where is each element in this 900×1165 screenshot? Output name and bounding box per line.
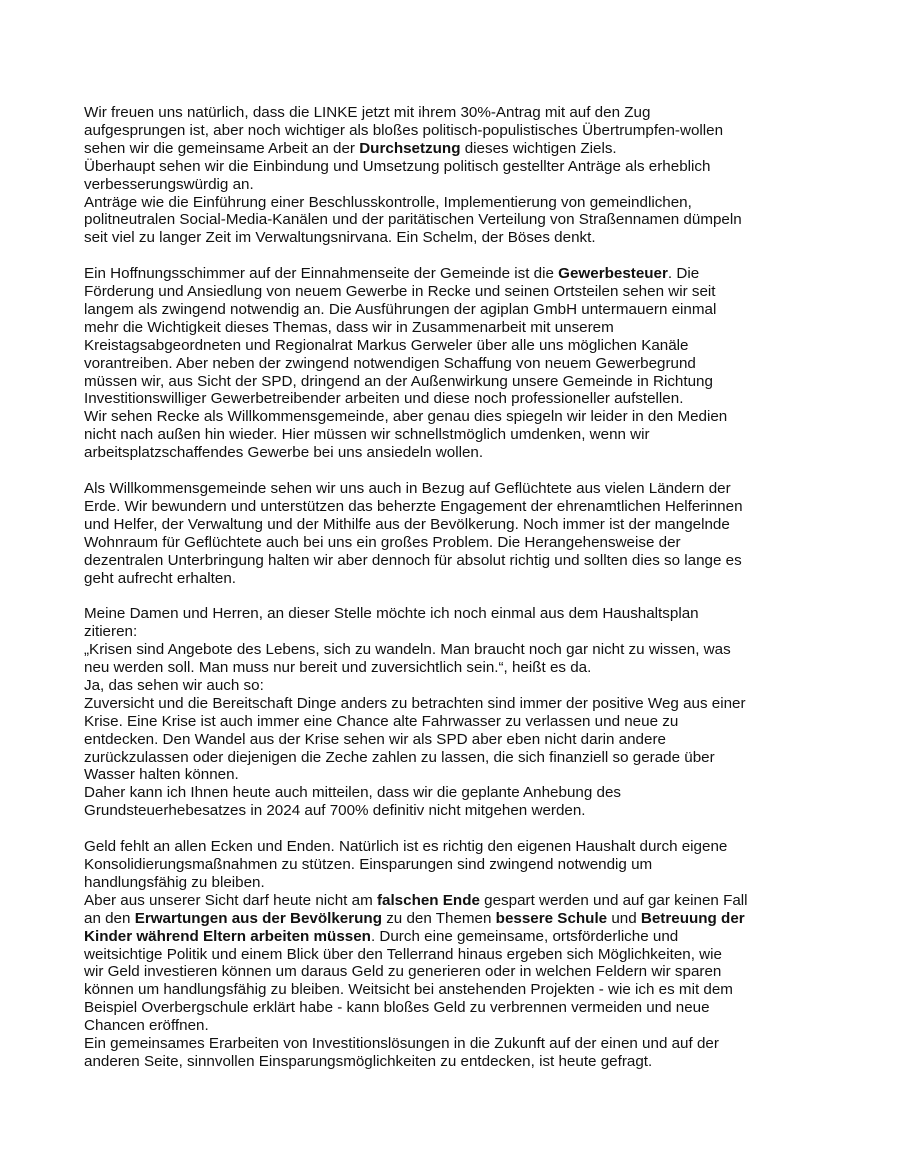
- text-run: zurückzulassen oder diejenigen die Zeche zahlen zu lassen, die sich finanziell so gerade über: [84, 748, 715, 766]
- text-run: geht aufrecht erhalten.: [84, 569, 236, 587]
- text-run: und: [607, 909, 641, 927]
- text-line: [84, 784, 808, 802]
- text-line: [84, 570, 808, 588]
- text-run: entdecken. Den Wandel aus der Krise sehen wir als SPD aber eben nicht darin andere: [84, 730, 666, 748]
- text-line: [84, 480, 808, 498]
- text-line: [84, 283, 808, 301]
- text-run: gespart werden und auf gar keinen Fall: [479, 891, 748, 909]
- text-run: Daher kann ich Ihnen heute auch mitteilen, dass wir die geplante Anhebung des: [84, 784, 621, 802]
- text-run: langem als zwingend notwendig an. Die Ausführungen der agiplan GmbH untermauern einmal: [84, 300, 717, 318]
- text-run: handlungsfähig zu bleiben.: [84, 873, 265, 891]
- text-run: Ein Hoffnungsschimmer auf der Einnahmenseite der Gemeinde ist die: [84, 265, 559, 283]
- text-run: Förderung und Ansiedlung von neuem Gewerbe in Recke und seinen Ortsteilen sehen wir seit: [84, 283, 716, 301]
- text-run: verbesserungswürdig an.: [84, 175, 254, 193]
- text-run: dieses wichtigen Ziels.: [460, 139, 617, 157]
- text-run: Zuversicht und die Bereitschaft Dinge anders zu betrachten sind immer der positive Weg aus einer: [84, 694, 746, 712]
- text-run: mehr die Wichtigkeit dieses Themas, dass wir in Zusammenarbeit mit unserem: [84, 318, 614, 336]
- text-run: Als Willkommensgemeinde sehen wir uns auch in Bezug auf Geflüchtete aus vielen Ländern der: [84, 480, 731, 497]
- text-line: [84, 319, 808, 337]
- text-run: Wir sehen Recke als Willkommensgemeinde, aber genau dies spiegeln wir leider in den Medien: [84, 408, 728, 426]
- paragraph: [84, 265, 808, 462]
- text-run: . Durch eine gemeinsame, ortsförderliche und: [370, 927, 679, 945]
- paragraph: [84, 104, 808, 247]
- text-line: [84, 659, 808, 677]
- text-line: [84, 1017, 808, 1035]
- text-run: zitieren:: [84, 623, 138, 641]
- text-line: [84, 731, 808, 749]
- text-line: [84, 1035, 808, 1053]
- text-line: [84, 641, 808, 659]
- text-line: [84, 713, 808, 731]
- text-run: Anträge wie die Einführung einer Beschlusskontrolle, Implementierung von gemeindlichen,: [84, 193, 692, 211]
- text-run: Wasser halten können.: [84, 766, 239, 784]
- text-run: Aber aus unserer Sicht darf heute nicht am: [84, 891, 377, 909]
- text-run: zu den Themen: [381, 909, 496, 927]
- text-run: Chancen eröffnen.: [84, 1017, 209, 1035]
- text-run: Wohnraum für Geflüchtete auch bei uns ein großes Problem. Die Herangehensweise der: [84, 533, 681, 551]
- text-run: aufgesprungen ist, aber noch wichtiger als bloßes politisch-populistisches Übertrumpfen-wollen: [84, 121, 724, 139]
- text-run: nicht nach außen hin wieder. Hier müssen wir schnellstmöglich umdenken, wenn wir: [84, 426, 650, 444]
- text-run: Erde. Wir bewundern und unterstützen das beherzte Engagement der ehrenamtlichen Helferinnen: [84, 497, 743, 515]
- text-line: [84, 211, 808, 229]
- text-run: sehen wir die gemeinsame Arbeit an der: [84, 139, 360, 157]
- bold-text: Durchsetzung: [359, 139, 461, 157]
- text-line: [84, 892, 808, 910]
- text-line: [84, 444, 808, 462]
- text-run: weitsichtige Politik und einem Blick über den Tellerrand hinaus ergeben sich Möglichkeiten, wie: [84, 945, 722, 963]
- text-run: Beispiel Overbergschule erklärt habe - kann bloßes Geld zu verbrennen vermeiden und neue: [84, 999, 710, 1017]
- text-line: [84, 802, 808, 820]
- text-run: „Krisen sind Angebote des Lebens, sich zu wandeln. Man braucht noch gar nicht zu wissen, was: [84, 641, 731, 659]
- bold-text: Gewerbesteuer: [558, 265, 668, 283]
- text-line: [84, 337, 808, 355]
- text-line: [84, 766, 808, 784]
- text-line: [84, 1053, 808, 1071]
- text-run: . Die: [667, 265, 700, 283]
- text-line: [84, 605, 808, 623]
- text-run: vorantreiben. Aber neben der zwingend notwendigen Schaffung von neuem Gewerbegrund: [84, 354, 696, 372]
- text-run: dezentralen Unterbringung halten wir aber dennoch für absolut richtig und sollten dies so lange es: [84, 551, 742, 569]
- text-line: [84, 910, 808, 928]
- text-run: arbeitsplatzschaffendes Gewerbe bei uns ansiedeln wollen.: [84, 444, 484, 462]
- text-run: seit viel zu langer Zeit im Verwaltungsnirvana. Ein Schelm, der Böses denkt.: [84, 229, 596, 247]
- text-run: politneutralen Social-Media-Kanälen und der paritätischen Verteilung von Straßennamen dümpeln: [84, 211, 742, 229]
- bold-text: Erwartungen aus der Bevölkerung: [134, 909, 382, 927]
- text-line: [84, 498, 808, 516]
- text-run: an den: [84, 909, 135, 927]
- text-run: können um handlungsfähig zu bleiben. Weitsicht bei anstehenden Projekten - wie ich es mit dem: [84, 981, 733, 999]
- text-line: [84, 874, 808, 892]
- text-run: Investitionswilliger Gewerbetreibender arbeiten und diese noch professioneller aufstellen.: [84, 390, 684, 408]
- text-run: wir Geld investieren können um daraus Geld zu generieren oder in welchen Feldern wir sparen: [84, 963, 722, 981]
- text-line: [84, 301, 808, 319]
- text-run: Krise. Eine Krise ist auch immer eine Chance alte Fahrwasser zu verlassen und neue zu: [84, 712, 679, 730]
- text-run: anderen Seite, sinnvollen Einsparungsmöglichkeiten zu entdecken, ist heute gefragt.: [84, 1052, 653, 1070]
- document-body: [84, 104, 808, 1071]
- text-line: [84, 946, 808, 964]
- text-line: [84, 122, 808, 140]
- paragraph: [84, 480, 808, 587]
- text-line: [84, 104, 808, 122]
- text-line: [84, 999, 808, 1017]
- text-line: [84, 176, 808, 194]
- bold-text: Kinder während Eltern arbeiten müssen: [84, 927, 371, 945]
- text-run: Kreistagsabgeordneten und Regionalrat Markus Gerweler über alle uns möglichen Kanäle: [84, 336, 689, 354]
- text-run: Ja, das sehen wir auch so:: [84, 676, 264, 694]
- text-run: Konsolidierungsmaßnahmen zu stützen. Einsparungen sind zwingend notwendig um: [84, 856, 653, 873]
- text-line: [84, 355, 808, 373]
- text-line: [84, 677, 808, 695]
- text-line: [84, 749, 808, 767]
- text-line: [84, 408, 808, 426]
- text-line: [84, 158, 808, 176]
- text-line: [84, 856, 808, 874]
- text-run: Meine Damen und Herren, an dieser Stelle möchte ich noch einmal aus dem Haushaltsplan: [84, 605, 699, 623]
- text-line: [84, 373, 808, 391]
- text-line: [84, 981, 808, 999]
- bold-text: bessere Schule: [495, 909, 608, 927]
- text-run: und Helfer, der Verwaltung und der Mithilfe aus der Bevölkerung. Noch immer ist der mangelnde: [84, 515, 730, 533]
- text-line: [84, 516, 808, 534]
- bold-text: falschen Ende: [376, 891, 480, 909]
- text-line: [84, 838, 808, 856]
- text-run: Grundsteuerhebesatzes in 2024 auf 700% definitiv nicht mitgehen werden.: [84, 802, 586, 820]
- bold-text: Betreuung der: [640, 909, 745, 927]
- paragraph: [84, 838, 808, 1071]
- text-run: Ein gemeinsames Erarbeiten von Investitionslösungen in die Zukunft auf der einen und auf der: [84, 1035, 719, 1053]
- text-line: [84, 695, 808, 713]
- text-line: [84, 426, 808, 444]
- text-run: Überhaupt sehen wir die Einbindung und Umsetzung politisch gestellter Anträge als erheblich: [84, 157, 711, 175]
- text-line: [84, 265, 808, 283]
- text-run: neu werden soll. Man muss nur bereit und zuversichtlich sein.“, heißt es da.: [84, 659, 592, 677]
- text-line: [84, 390, 808, 408]
- text-line: [84, 229, 808, 247]
- text-run: Geld fehlt an allen Ecken und Enden. Natürlich ist es richtig den eigenen Haushalt durch eigene: [84, 838, 728, 856]
- text-run: Wir freuen uns natürlich, dass die LINKE jetzt mit ihrem 30%-Antrag mit auf den Zug: [84, 104, 651, 121]
- document-page: [84, 104, 808, 1089]
- text-line: [84, 194, 808, 212]
- text-line: [84, 928, 808, 946]
- text-line: [84, 552, 808, 570]
- text-line: [84, 963, 808, 981]
- text-line: [84, 623, 808, 641]
- text-line: [84, 140, 808, 158]
- text-run: müssen wir, aus Sicht der SPD, dringend an der Außenwirkung unsere Gemeinde in Richtung: [84, 372, 713, 390]
- text-line: [84, 534, 808, 552]
- paragraph: [84, 605, 808, 820]
